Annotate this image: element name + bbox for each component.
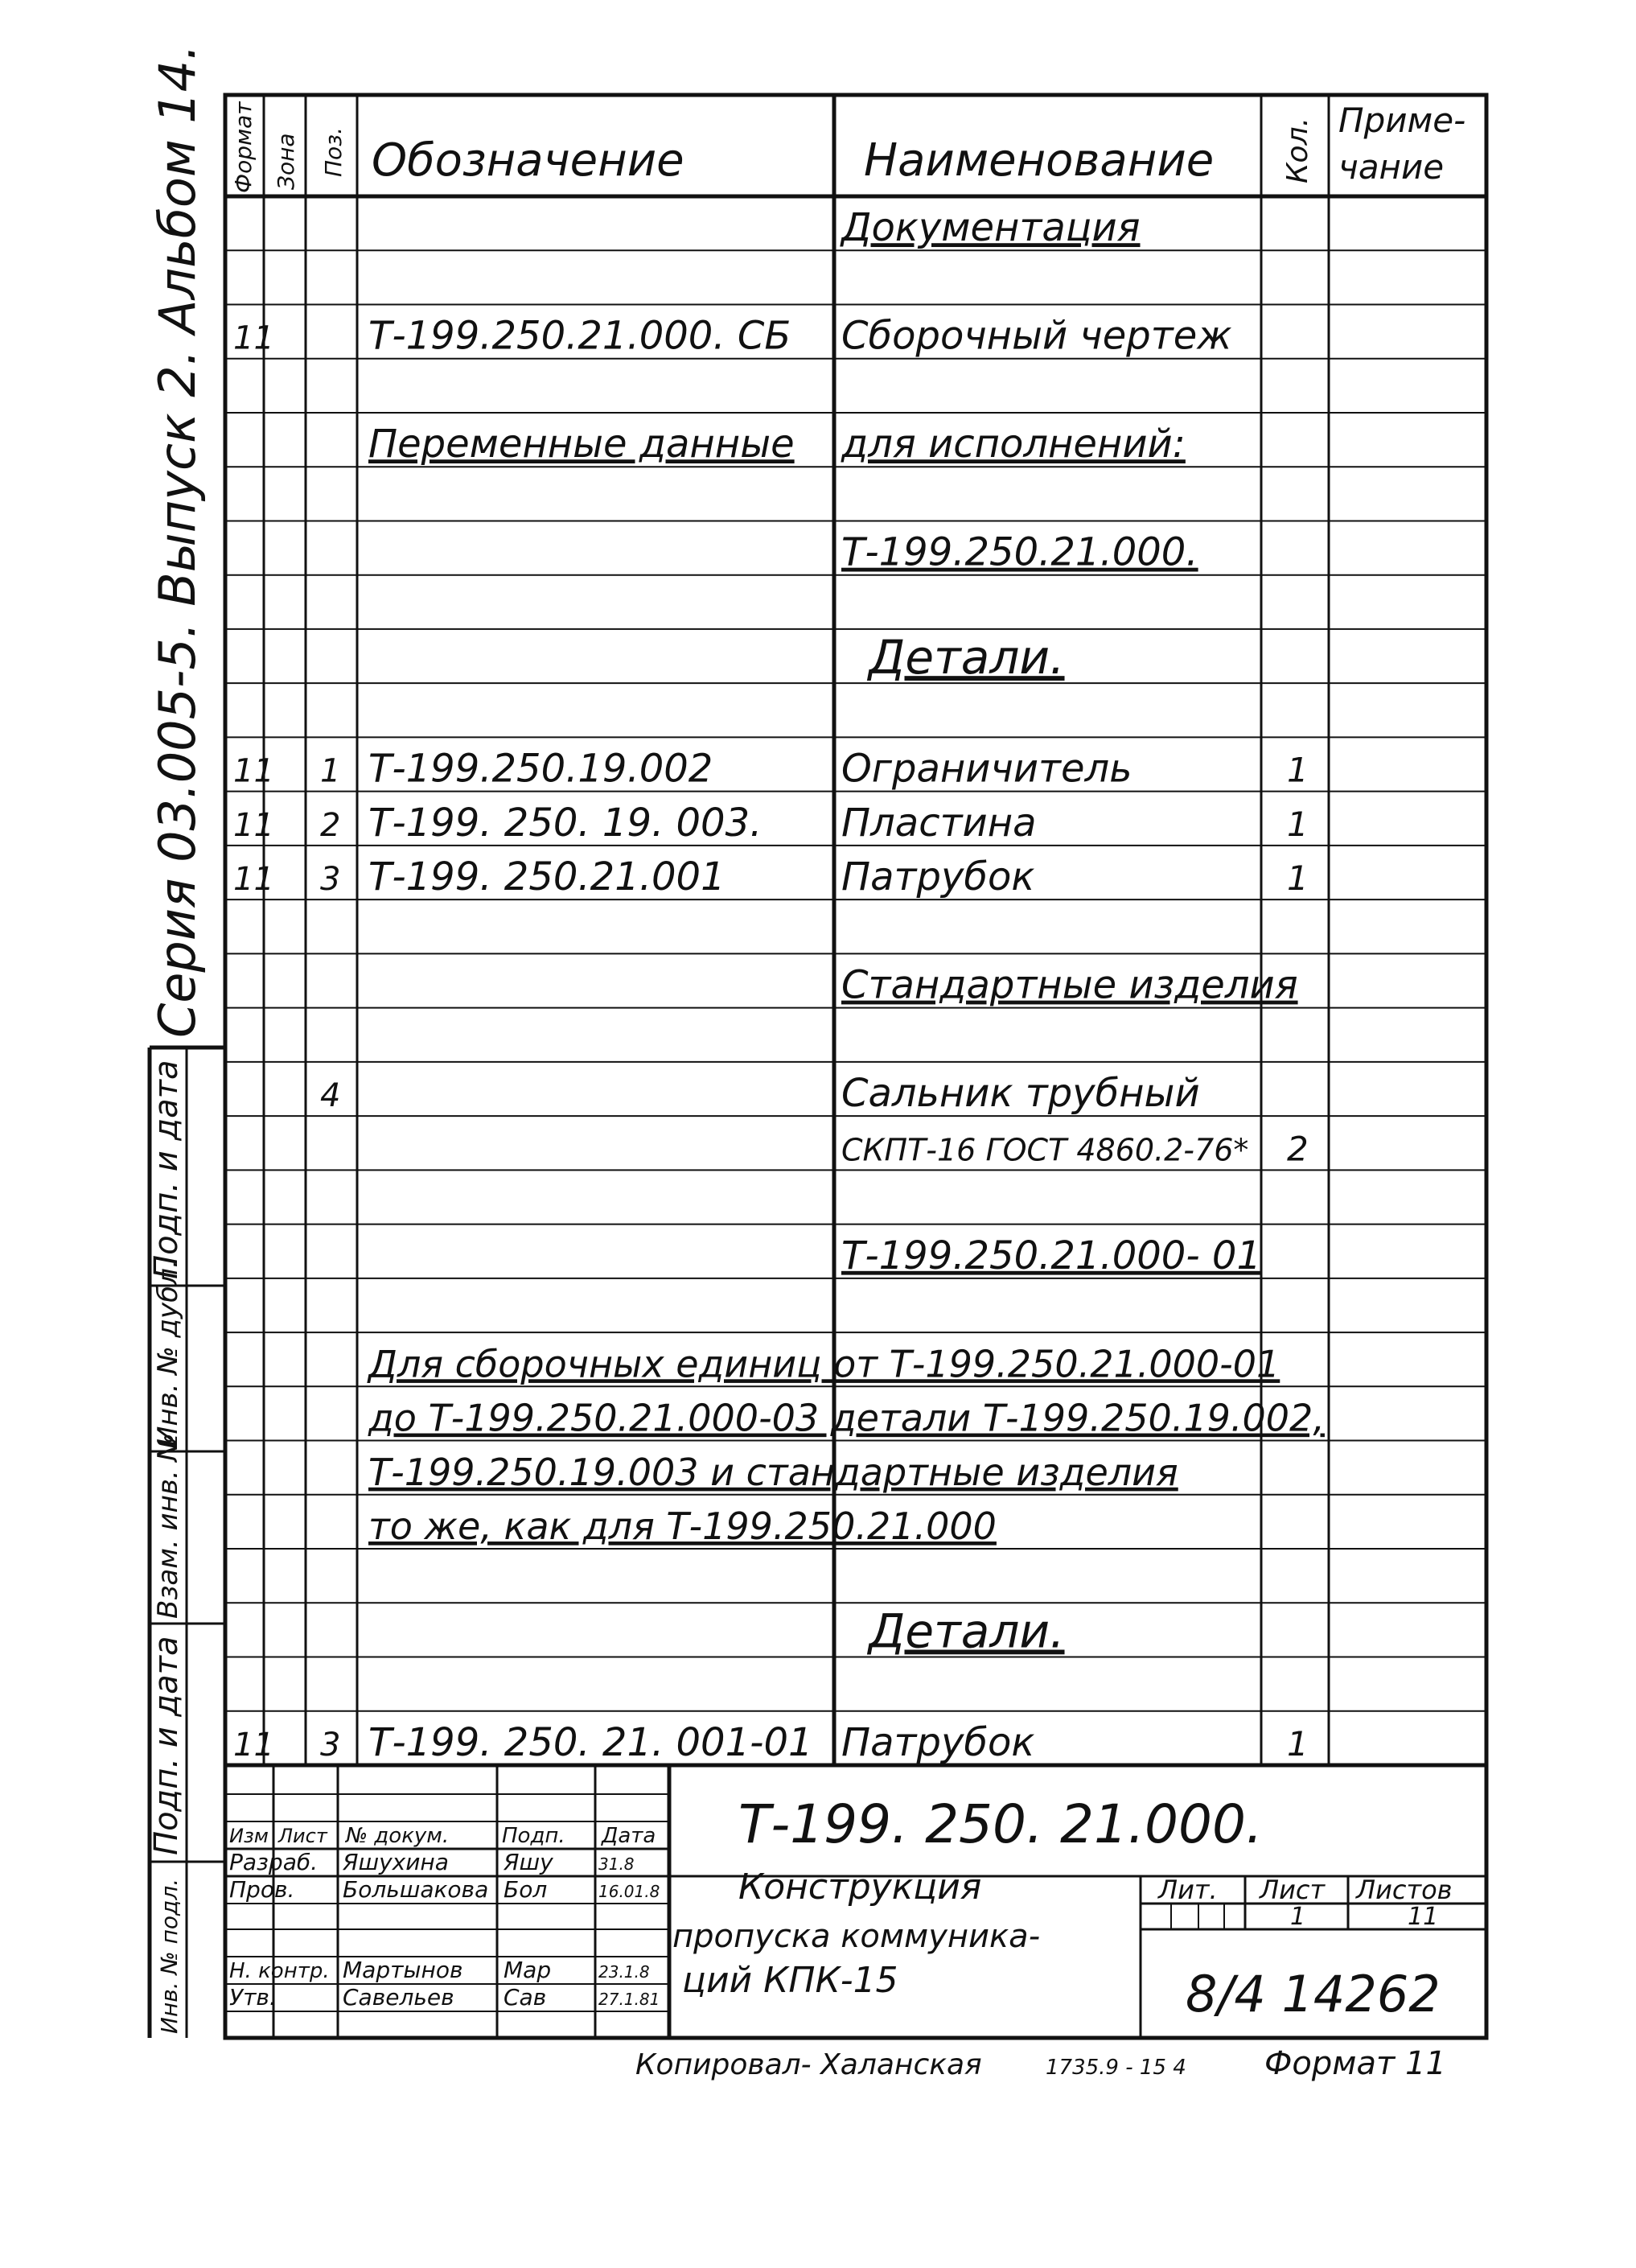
row-format: 11: [233, 1727, 274, 1764]
row-name: Ограничитель: [841, 746, 1132, 792]
doc-number: Т-199. 250. 21.000.: [738, 1793, 1263, 1855]
row-position: 1: [320, 752, 341, 790]
header-format: Формат: [230, 101, 257, 193]
header-zone: Зона: [273, 133, 299, 190]
title-line-1: Конструкция: [738, 1867, 982, 1908]
copied-by: Копировал- Халанская: [635, 2048, 982, 2081]
header-designation: Обозначение: [372, 134, 684, 187]
col-data: Дата: [602, 1824, 656, 1848]
inventory-number: 8/4 14262: [1186, 1965, 1441, 2023]
row-position: 3: [320, 1727, 341, 1764]
row-name: Детали.: [869, 630, 1065, 685]
row-designation: до Т-199.250.21.000-03 детали Т-199.250.19.002,: [368, 1396, 1325, 1440]
row-designation: Т-199.250.21.000. СБ: [368, 313, 791, 359]
col-list: Лист: [278, 1825, 327, 1847]
sheets-value: 11: [1408, 1903, 1439, 1931]
col-doc: № докум.: [346, 1824, 450, 1848]
row-name: Т-199.250.21.000- 01: [841, 1233, 1261, 1278]
date-razrab: 31.8: [598, 1854, 635, 1874]
row-format: 11: [233, 752, 274, 790]
row-quantity: 2: [1287, 1129, 1309, 1169]
sign-utv: Сав: [504, 1984, 547, 2011]
role-prov: Пров.: [229, 1876, 295, 1903]
col-podp: Подп.: [502, 1824, 565, 1848]
name-utv: Савельев: [343, 1984, 454, 2011]
row-designation: Т-199. 250. 21. 001-01: [368, 1720, 813, 1765]
row-designation: Т-199.250.19.003 и стандартные изделия: [368, 1450, 1178, 1494]
row-name: Патрубок: [841, 854, 1035, 900]
sign-nkontr: Мар: [504, 1957, 552, 1983]
date-utv: 27.1.81: [598, 1990, 660, 2009]
row-name: Патрубок: [841, 1720, 1035, 1765]
row-position: 2: [320, 806, 341, 844]
row-designation: Т-199. 250.21.001: [368, 854, 726, 900]
series-label: Серия 03.005-5. Выпуск 2. Альбом 14.: [148, 44, 207, 1038]
row-name: Сборочный чертеж: [841, 313, 1232, 359]
row-designation: Т-199.250.19.002: [368, 746, 713, 792]
header-note-1: Приме-: [1338, 101, 1466, 140]
lit-label: Лит.: [1158, 1875, 1218, 1905]
side-vzam-inv: Взам. инв. №: [152, 1433, 184, 1619]
row-format: 11: [233, 319, 274, 357]
row-designation: то же, как для Т-199.250.21.000: [368, 1504, 997, 1549]
row-name: Стандартные изделия: [841, 962, 1298, 1008]
date-nkontr: 23.1.8: [598, 1962, 650, 1982]
side-podp-data-2: Подп. и дата: [148, 1636, 185, 1855]
title-line-3: ций КПК-15: [682, 1960, 898, 2001]
footer-code: 1735.9 - 15 4: [1046, 2056, 1186, 2080]
row-quantity: 1: [1287, 804, 1309, 844]
row-name: для исполнений:: [841, 422, 1186, 467]
title-line-2: пропуска коммуника-: [672, 1918, 1041, 1955]
row-name: Пластина: [841, 800, 1037, 846]
role-nkontr: Н. контр.: [229, 1959, 330, 1983]
row-format: 11: [233, 861, 274, 899]
row-position: 4: [320, 1077, 341, 1115]
row-quantity: 1: [1287, 750, 1309, 790]
sign-razrab: Яшу: [504, 1849, 553, 1875]
role-utv: Утв.: [229, 1984, 277, 2011]
header-pos: Поз.: [320, 127, 347, 177]
row-name: Сальник трубный: [841, 1071, 1200, 1117]
row-name: Документация: [841, 205, 1141, 251]
row-position: 3: [320, 861, 341, 899]
date-prov: 16.01.8: [598, 1882, 660, 1901]
name-razrab: Яшухина: [343, 1849, 449, 1875]
header-qty: Кол.: [1281, 117, 1314, 183]
side-inv-dubl: Инв. № дубл.: [152, 1259, 184, 1447]
sheet-value: 1: [1290, 1903, 1306, 1931]
sheets-label: Листов: [1356, 1875, 1453, 1905]
header-note-2: чание: [1338, 147, 1445, 187]
row-designation: Переменные данные: [368, 422, 795, 467]
row-name: Т-199.250.21.000.: [841, 529, 1198, 575]
row-quantity: 1: [1287, 858, 1309, 899]
row-name: СКПТ-16 ГОСТ 4860.2-76*: [841, 1132, 1249, 1168]
row-quantity: 1: [1287, 1724, 1309, 1764]
sheet-label: Лист: [1260, 1875, 1326, 1905]
row-format: 11: [233, 806, 274, 844]
row-designation: Для сборочных единиц от Т-199.250.21.000-01: [368, 1342, 1280, 1386]
side-podp-data-1: Подп. и дата: [148, 1060, 185, 1279]
name-nkontr: Мартынов: [343, 1957, 463, 1983]
col-izm: Изм: [229, 1825, 269, 1847]
side-inv-podl: Инв. № подл.: [156, 1878, 183, 2034]
header-name: Наименование: [864, 134, 1215, 187]
footer-format: Формат 11: [1264, 2045, 1446, 2082]
row-name: Детали.: [869, 1603, 1065, 1659]
role-razrab: Разраб.: [229, 1849, 319, 1875]
sign-prov: Бол: [504, 1876, 548, 1903]
name-prov: Большакова: [343, 1876, 489, 1903]
row-designation: Т-199. 250. 19. 003.: [368, 800, 763, 846]
